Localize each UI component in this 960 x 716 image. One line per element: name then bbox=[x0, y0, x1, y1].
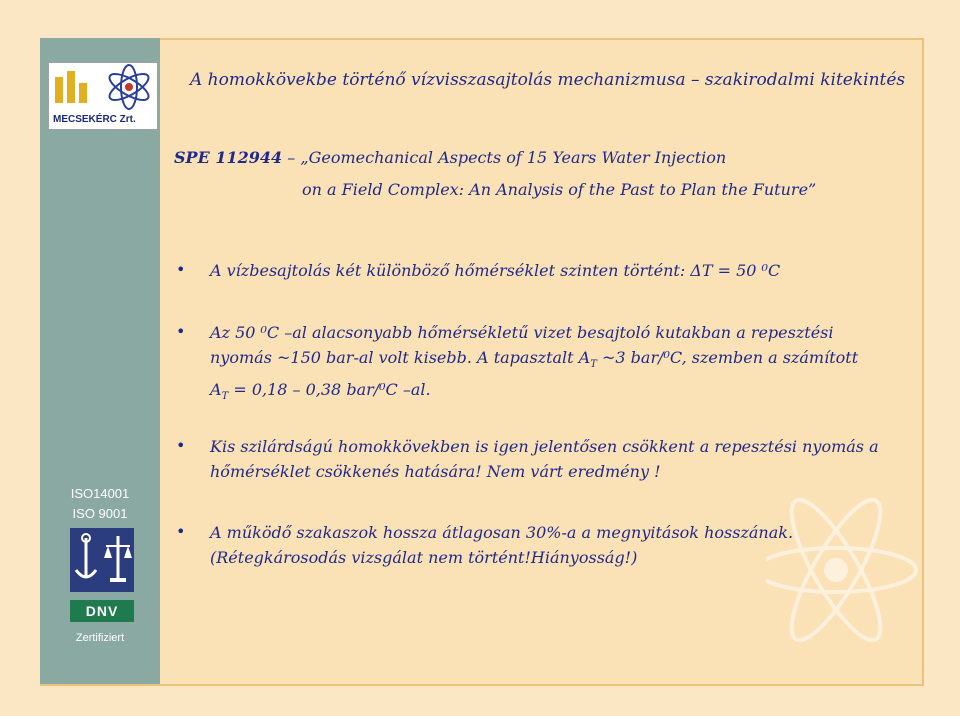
bullet-2-text bbox=[210, 320, 910, 409]
bullet-3-line-2: hőmérséklet csökkenés hatására! Nem várt eredmény ! bbox=[210, 462, 661, 481]
bullet-dot: • bbox=[176, 260, 186, 279]
reference-line-2: on a Field Complex: An Analysis of the Past to Plan the Future” bbox=[302, 180, 817, 199]
certified-label: Zertifiziert bbox=[75, 632, 125, 644]
bullet-4-line-1: A működő szakaszok hossza átlagosan 30%-a a megnyitások hosszának. bbox=[210, 523, 794, 542]
bullet-dot: • bbox=[176, 436, 186, 455]
iso14001-label: ISO14001 bbox=[70, 486, 130, 501]
bullet-2-line-2b: ~3 bar/⁰C, szemben a számított bbox=[596, 348, 859, 367]
bullet-1-text: A vízbesajtolás két különböző hőmérséklet szinten történt: ΔT = 50 ⁰C bbox=[210, 261, 781, 280]
reference-line-1 bbox=[174, 148, 726, 167]
bullet-2-line-3a: A bbox=[210, 380, 222, 400]
subscript-t: T bbox=[590, 359, 597, 371]
company-logo bbox=[48, 62, 158, 130]
bullet-2-line-3b: = 0,18 – 0,38 bar/⁰C –al. bbox=[228, 380, 431, 400]
bullet-2-line-2a: nyomás ~150 bar-al volt kisebb. A tapasztalt A bbox=[210, 348, 591, 367]
bullet-dot: • bbox=[176, 322, 186, 341]
bullet-4-line-2: (Rétegkárosodás vizsgálat nem történt!Hiányosság!) bbox=[210, 548, 638, 567]
iso9001-label: ISO 9001 bbox=[72, 506, 128, 521]
bullet-dot: • bbox=[176, 522, 186, 541]
dnv-logo: DNV bbox=[70, 600, 134, 622]
bullet-2-line-1: Az 50 ⁰C –al alacsonyabb hőmérsékletű vizet besajtoló kutakban a repesztési bbox=[210, 323, 834, 342]
page-title: A homokkövekbe történő vízvisszasajtolás mechanizmusa – szakirodalmi kitekintés bbox=[190, 70, 906, 90]
bullet-2-line-2 bbox=[210, 345, 910, 377]
company-name: MECSEKÉRC Zrt. bbox=[53, 114, 136, 125]
atom-watermark-icon bbox=[766, 478, 950, 678]
reference-code: SPE 112944 bbox=[174, 148, 283, 167]
reference-title-part-1: – „Geomechanical Aspects of 15 Years Water Injection bbox=[282, 148, 727, 167]
atom-logo-icon bbox=[49, 63, 157, 113]
bullet-3-line-1: Kis szilárdságú homokkövekben is igen jelentősen csökkent a repesztési nyomás a bbox=[210, 437, 879, 456]
bullet-2-line-3 bbox=[210, 377, 910, 409]
anchor-scales-icon bbox=[70, 528, 134, 592]
bullet-3-text bbox=[210, 434, 910, 484]
subscript-t: T bbox=[221, 391, 229, 403]
